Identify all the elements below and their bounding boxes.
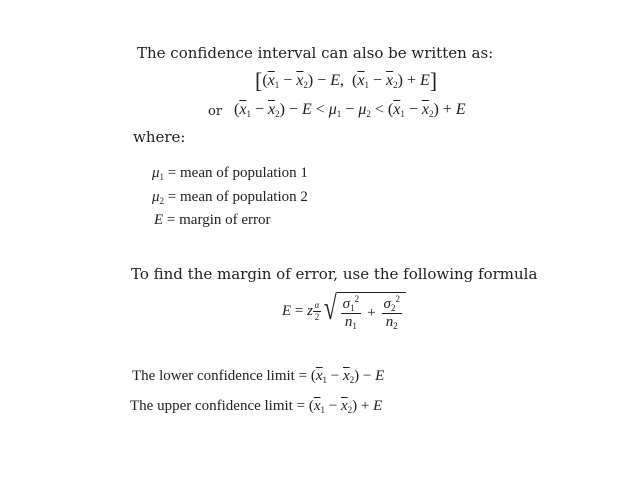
or-label: or xyxy=(208,104,223,119)
where-label: where: xyxy=(133,128,186,146)
interval-formula: [$(\overline{x}_1 - \overline{x}_2) - E$, $(\overline{x}_1 - \overline{x}_2) + E$] xyxy=(255,68,438,93)
definition-e: E = margin of error xyxy=(154,212,271,228)
intro-text: The confidence interval can also be written as: xyxy=(137,44,494,62)
margin-intro-text: To find the margin of error, use the following formula xyxy=(131,265,538,283)
definition-mu1: $\mu_1$ = mean of population 1 xyxy=(152,165,308,182)
definition-mu2: $\mu_2$ = mean of population 2 xyxy=(152,189,308,206)
inequality-formula: $(\overline{x}_1 - \overline{x}_2) - E < \mu_1 - \mu_2 < (\overline{x}_1 - \overline{x}_2) + E$ xyxy=(234,101,466,119)
margin-formula: E = z α 2 √ $\frac{\sigma_1^2}{n_1}$ + $\frac{\sigma_2^2}{n_2}$ xyxy=(282,292,406,331)
lower-limit: The lower confidence limit = $(\overline{x}_1 - \overline{x}_2) - E$ xyxy=(132,368,385,385)
upper-limit: The upper confidence limit = $(\overline{x}_1 - \overline{x}_2) + E$ xyxy=(130,398,383,415)
